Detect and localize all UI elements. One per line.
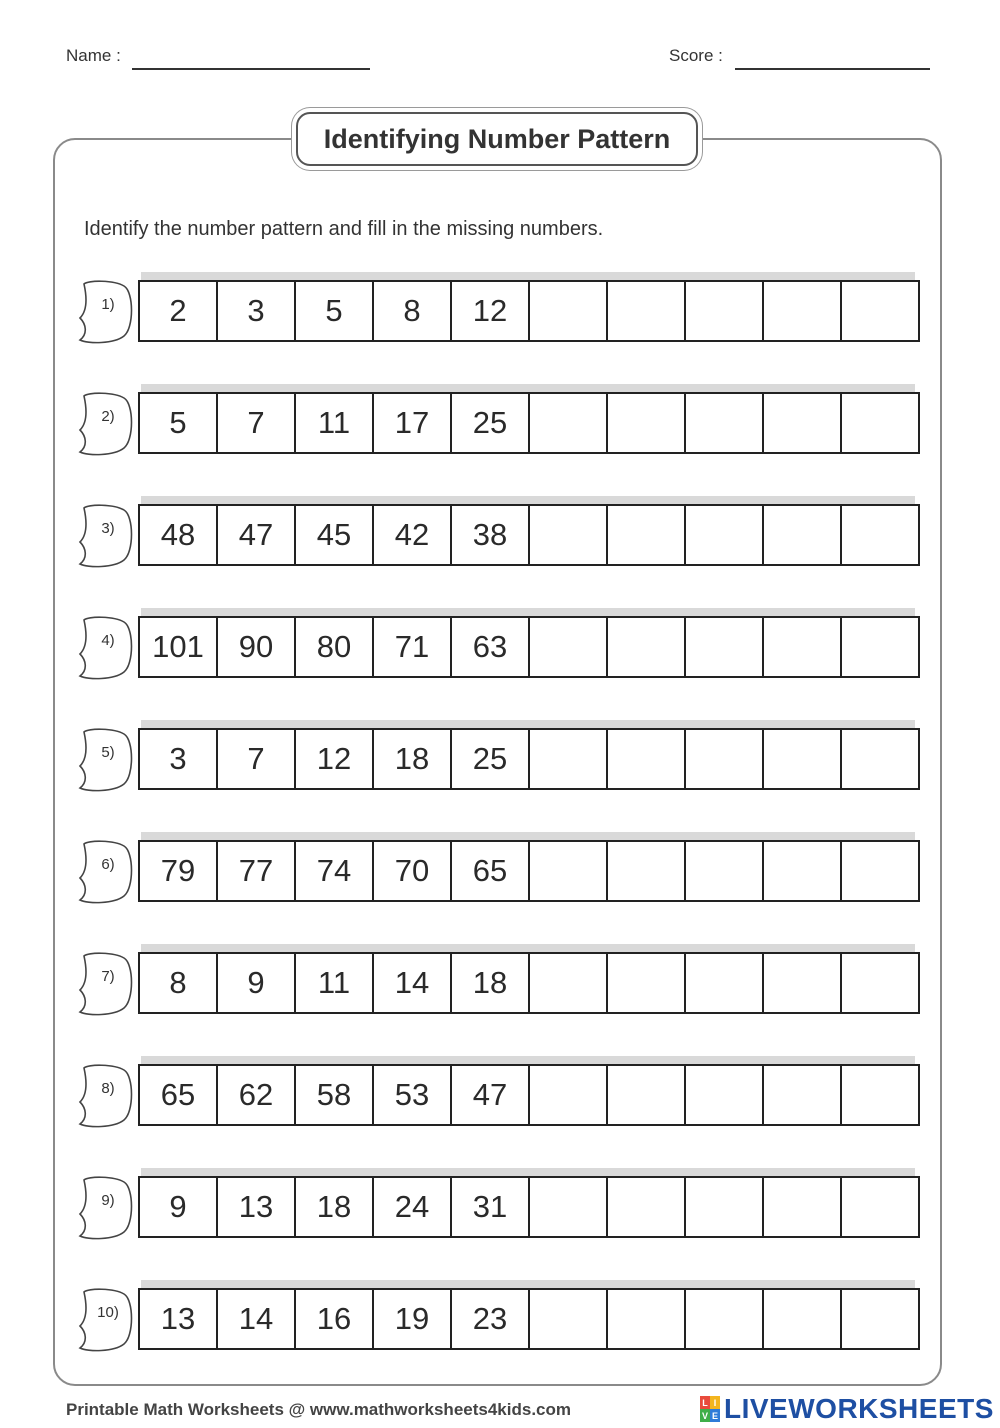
number-sequence xyxy=(138,1064,920,1126)
answer-input[interactable] xyxy=(843,957,917,1009)
answer-cell xyxy=(530,954,608,1012)
given-number-cell: 24 xyxy=(374,1178,452,1236)
problem-number: 4) xyxy=(101,632,115,649)
number-sequence xyxy=(138,728,920,790)
given-number-cell: 62 xyxy=(218,1066,296,1124)
answer-input[interactable] xyxy=(687,1069,761,1121)
problem-number-tag xyxy=(74,390,132,454)
answer-cell xyxy=(530,842,608,900)
answer-cell xyxy=(686,618,764,676)
liveworksheets-logo-icon xyxy=(700,1396,720,1422)
problem-number-tag xyxy=(74,1174,132,1238)
given-number-cell: 90 xyxy=(218,618,296,676)
answer-input[interactable] xyxy=(765,285,839,337)
answer-input[interactable] xyxy=(843,397,917,449)
answer-cell xyxy=(842,730,918,788)
given-number-cell: 19 xyxy=(374,1290,452,1348)
name-input[interactable] xyxy=(134,44,372,70)
given-number-cell: 17 xyxy=(374,394,452,452)
given-number-cell: 18 xyxy=(452,954,530,1012)
problem-number: 2) xyxy=(101,408,115,425)
given-number-cell: 18 xyxy=(296,1178,374,1236)
answer-input[interactable] xyxy=(765,733,839,785)
number-sequence xyxy=(138,1288,920,1350)
answer-cell xyxy=(686,394,764,452)
given-number-cell: 101 xyxy=(140,618,218,676)
answer-cell xyxy=(842,842,918,900)
given-number-cell: 65 xyxy=(140,1066,218,1124)
answer-cell xyxy=(608,954,686,1012)
answer-cell xyxy=(764,1066,842,1124)
given-number-cell: 7 xyxy=(218,730,296,788)
answer-cell xyxy=(764,1178,842,1236)
answer-input[interactable] xyxy=(531,1181,605,1233)
answer-input[interactable] xyxy=(687,733,761,785)
problem-number-tag xyxy=(74,1062,132,1126)
given-number-cell: 13 xyxy=(218,1178,296,1236)
answer-input[interactable] xyxy=(765,1069,839,1121)
problem-number-tag xyxy=(74,726,132,790)
given-number-cell: 47 xyxy=(218,506,296,564)
answer-cell xyxy=(764,954,842,1012)
given-number-cell: 5 xyxy=(296,282,374,340)
score-input[interactable] xyxy=(737,44,931,70)
given-number-cell: 12 xyxy=(296,730,374,788)
answer-cell xyxy=(608,730,686,788)
liveworksheets-brand xyxy=(700,1393,994,1425)
answer-cell xyxy=(842,394,918,452)
answer-input[interactable] xyxy=(531,1069,605,1121)
problem-number-tag xyxy=(74,502,132,566)
answer-cell xyxy=(530,506,608,564)
answer-cell xyxy=(608,282,686,340)
answer-cell xyxy=(686,282,764,340)
problem-number-tag xyxy=(74,950,132,1014)
answer-input[interactable] xyxy=(609,285,683,337)
answer-cell xyxy=(686,506,764,564)
given-number-cell: 7 xyxy=(218,394,296,452)
answer-cell xyxy=(764,282,842,340)
answer-cell xyxy=(842,1178,918,1236)
answer-cell xyxy=(608,1066,686,1124)
answer-input[interactable] xyxy=(687,1293,761,1345)
answer-input[interactable] xyxy=(609,733,683,785)
answer-cell xyxy=(764,730,842,788)
given-number-cell: 58 xyxy=(296,1066,374,1124)
answer-cell xyxy=(608,1178,686,1236)
given-number-cell: 13 xyxy=(140,1290,218,1348)
answer-cell xyxy=(842,1290,918,1348)
problem-row xyxy=(74,1174,924,1244)
answer-input[interactable] xyxy=(765,509,839,561)
answer-cell xyxy=(686,1178,764,1236)
given-number-cell: 8 xyxy=(140,954,218,1012)
answer-cell xyxy=(608,1290,686,1348)
answer-input[interactable] xyxy=(609,1069,683,1121)
answer-input[interactable] xyxy=(687,621,761,673)
name-label: Name : xyxy=(66,46,121,65)
answer-cell xyxy=(608,394,686,452)
answer-input[interactable] xyxy=(609,1181,683,1233)
answer-input[interactable] xyxy=(765,1293,839,1345)
given-number-cell: 23 xyxy=(452,1290,530,1348)
problem-number-tag xyxy=(74,614,132,678)
given-number-cell: 31 xyxy=(452,1178,530,1236)
answer-input[interactable] xyxy=(843,1069,917,1121)
answer-input[interactable] xyxy=(531,845,605,897)
answer-cell xyxy=(764,506,842,564)
name-underline xyxy=(132,68,370,70)
logo-letter: L xyxy=(700,1396,710,1409)
score-underline xyxy=(735,68,930,70)
logo-letter: V xyxy=(701,1410,708,1421)
given-number-cell: 11 xyxy=(296,954,374,1012)
answer-input[interactable] xyxy=(609,621,683,673)
answer-cell xyxy=(686,730,764,788)
given-number-cell: 79 xyxy=(140,842,218,900)
answer-input[interactable] xyxy=(687,1181,761,1233)
answer-cell xyxy=(842,954,918,1012)
instructions-text: Identify the number pattern and fill in the missing numbers. xyxy=(84,218,604,240)
given-number-cell: 77 xyxy=(218,842,296,900)
given-number-cell: 9 xyxy=(218,954,296,1012)
number-sequence xyxy=(138,840,920,902)
answer-cell xyxy=(608,618,686,676)
answer-input[interactable] xyxy=(765,621,839,673)
given-number-cell: 53 xyxy=(374,1066,452,1124)
answer-input[interactable] xyxy=(609,845,683,897)
given-number-cell: 12 xyxy=(452,282,530,340)
answer-cell xyxy=(842,506,918,564)
given-number-cell: 14 xyxy=(218,1290,296,1348)
problem-number: 10) xyxy=(97,1304,119,1321)
answer-cell xyxy=(842,1066,918,1124)
answer-cell xyxy=(530,1290,608,1348)
given-number-cell: 42 xyxy=(374,506,452,564)
number-sequence xyxy=(138,392,920,454)
problem-number: 7) xyxy=(101,968,115,985)
given-number-cell: 11 xyxy=(296,394,374,452)
problem-number: 6) xyxy=(101,856,115,873)
given-number-cell: 45 xyxy=(296,506,374,564)
number-sequence xyxy=(138,952,920,1014)
answer-input[interactable] xyxy=(843,621,917,673)
answer-cell xyxy=(764,394,842,452)
answer-cell xyxy=(764,618,842,676)
answer-input[interactable] xyxy=(609,397,683,449)
given-number-cell: 14 xyxy=(374,954,452,1012)
problem-number-tag xyxy=(74,838,132,902)
number-sequence xyxy=(138,1176,920,1238)
answer-cell xyxy=(842,282,918,340)
answer-input[interactable] xyxy=(531,1293,605,1345)
answer-cell xyxy=(530,1178,608,1236)
answer-cell xyxy=(686,1066,764,1124)
answer-input[interactable] xyxy=(687,509,761,561)
answer-cell xyxy=(764,842,842,900)
problem-row xyxy=(74,278,924,348)
answer-input[interactable] xyxy=(531,957,605,1009)
answer-input[interactable] xyxy=(765,957,839,1009)
problem-row xyxy=(74,838,924,908)
problem-row xyxy=(74,950,924,1020)
given-number-cell: 25 xyxy=(452,394,530,452)
answer-input[interactable] xyxy=(765,845,839,897)
problem-row xyxy=(74,390,924,460)
number-sequence xyxy=(138,504,920,566)
answer-cell xyxy=(530,730,608,788)
answer-input[interactable] xyxy=(531,733,605,785)
answer-cell xyxy=(686,1290,764,1348)
given-number-cell: 18 xyxy=(374,730,452,788)
answer-input[interactable] xyxy=(843,1293,917,1345)
answer-input[interactable] xyxy=(531,621,605,673)
score-label: Score : xyxy=(669,46,723,65)
problem-row xyxy=(74,502,924,572)
answer-cell xyxy=(530,394,608,452)
given-number-cell: 9 xyxy=(140,1178,218,1236)
answer-input[interactable] xyxy=(609,509,683,561)
given-number-cell: 80 xyxy=(296,618,374,676)
problem-number: 9) xyxy=(101,1192,115,1209)
number-sequence xyxy=(138,280,920,342)
answer-input[interactable] xyxy=(531,285,605,337)
answer-cell xyxy=(530,1066,608,1124)
problem-number: 5) xyxy=(101,744,115,761)
given-number-cell: 70 xyxy=(374,842,452,900)
answer-input[interactable] xyxy=(687,285,761,337)
answer-input[interactable] xyxy=(843,845,917,897)
given-number-cell: 16 xyxy=(296,1290,374,1348)
footer-credit: Printable Math Worksheets @ www.mathworksheets4kids.com xyxy=(66,1400,571,1419)
problem-row xyxy=(74,1062,924,1132)
liveworksheets-wordmark: LIVEWORKSHEETS xyxy=(724,1393,994,1424)
given-number-cell: 25 xyxy=(452,730,530,788)
given-number-cell: 63 xyxy=(452,618,530,676)
answer-cell xyxy=(686,842,764,900)
answer-input[interactable] xyxy=(843,285,917,337)
answer-input[interactable] xyxy=(609,957,683,1009)
given-number-cell: 2 xyxy=(140,282,218,340)
given-number-cell: 5 xyxy=(140,394,218,452)
worksheet-title: Identifying Number Pattern xyxy=(296,112,698,166)
problem-number: 1) xyxy=(101,296,115,313)
answer-input[interactable] xyxy=(843,509,917,561)
answer-input[interactable] xyxy=(765,397,839,449)
answer-cell xyxy=(530,282,608,340)
answer-cell xyxy=(686,954,764,1012)
answer-cell xyxy=(764,1290,842,1348)
answer-input[interactable] xyxy=(687,957,761,1009)
logo-letter: I xyxy=(710,1396,720,1409)
given-number-cell: 74 xyxy=(296,842,374,900)
given-number-cell: 3 xyxy=(140,730,218,788)
answer-cell xyxy=(530,618,608,676)
answer-input[interactable] xyxy=(843,1181,917,1233)
answer-cell xyxy=(842,618,918,676)
problem-row xyxy=(74,726,924,796)
answer-cell xyxy=(608,842,686,900)
problem-row xyxy=(74,614,924,684)
answer-cell xyxy=(608,506,686,564)
given-number-cell: 71 xyxy=(374,618,452,676)
answer-input[interactable] xyxy=(531,397,605,449)
given-number-cell: 8 xyxy=(374,282,452,340)
problem-number-tag xyxy=(74,278,132,342)
given-number-cell: 38 xyxy=(452,506,530,564)
problem-number: 3) xyxy=(101,520,115,537)
given-number-cell: 47 xyxy=(452,1066,530,1124)
answer-input[interactable] xyxy=(609,1293,683,1345)
problem-row xyxy=(74,1286,924,1356)
problem-number: 8) xyxy=(101,1080,115,1097)
answer-input[interactable] xyxy=(687,845,761,897)
number-sequence xyxy=(138,616,920,678)
given-number-cell: 65 xyxy=(452,842,530,900)
answer-input[interactable] xyxy=(843,733,917,785)
problem-number-tag xyxy=(74,1286,132,1350)
given-number-cell: 3 xyxy=(218,282,296,340)
logo-letter: E xyxy=(711,1410,718,1421)
answer-input[interactable] xyxy=(765,1181,839,1233)
answer-input[interactable] xyxy=(687,397,761,449)
answer-input[interactable] xyxy=(531,509,605,561)
given-number-cell: 48 xyxy=(140,506,218,564)
